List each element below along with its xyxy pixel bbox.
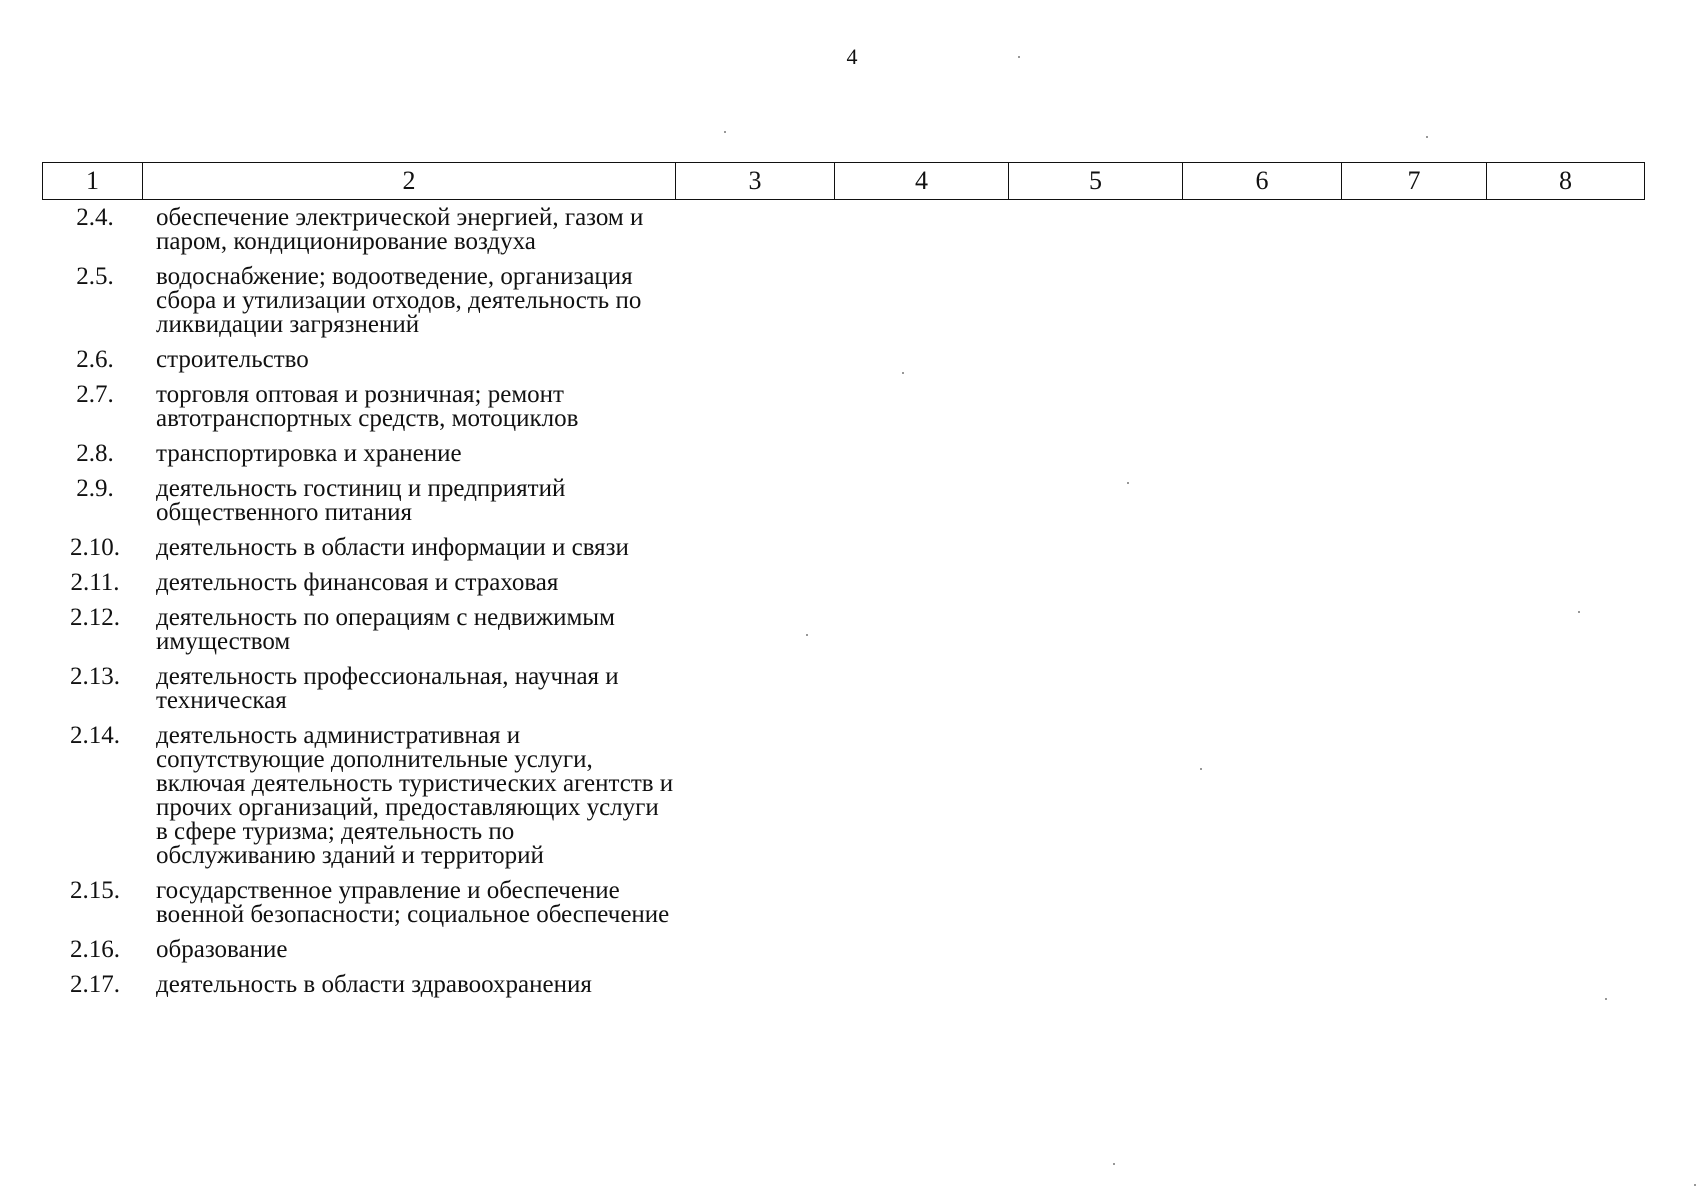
item-number: 2.12. [70, 604, 120, 631]
list-item [0, 879, 1704, 927]
list-item [0, 973, 1704, 997]
item-label: строительство [156, 346, 309, 373]
scan-speck [1694, 1184, 1696, 1186]
header-cell-3: 3 [676, 163, 835, 200]
list-item [0, 265, 1704, 337]
item-label: государственное управление и обеспечение военной безопасности; социальное обеспечение [156, 877, 670, 928]
list-item [0, 206, 1704, 254]
item-number: 2.5. [76, 263, 114, 290]
item-label: деятельность профессиональная, научная и техническая [156, 663, 619, 714]
list-item [0, 571, 1704, 595]
header-cell-7: 7 [1342, 163, 1487, 200]
item-number: 2.17. [70, 971, 120, 998]
scan-speck [1426, 136, 1428, 138]
item-label: образование [156, 936, 288, 963]
list-item [0, 383, 1704, 431]
item-number: 2.7. [76, 381, 114, 408]
header-cell-4: 4 [835, 163, 1009, 200]
item-label: деятельность гостиниц и предприятий общественного питания [156, 475, 566, 526]
header-cell-1: 1 [43, 163, 143, 200]
column-header-table [42, 162, 1645, 200]
item-number: 2.4. [76, 204, 114, 231]
header-cell-2: 2 [143, 163, 676, 200]
item-number: 2.10. [70, 534, 120, 561]
item-number: 2.9. [76, 475, 114, 502]
item-number: 2.8. [76, 440, 114, 467]
list-item [0, 477, 1704, 525]
item-label: деятельность финансовая и страховая [156, 569, 559, 596]
scan-speck [724, 131, 726, 133]
list-item [0, 536, 1704, 560]
list-item [0, 938, 1704, 962]
item-label: деятельность административная и сопутствующие дополнительные услуги, включая деятельность туристических агентств и прочих организаций, предоставляющих услуги в сфере туризма; деятельность по обслуживанию зданий и территорий [156, 722, 674, 869]
item-label: транспортировка и хранение [156, 440, 462, 467]
item-label: торговля оптовая и розничная; ремонт автотранспортных средств, мотоциклов [156, 381, 579, 432]
scan-speck [1018, 56, 1020, 58]
activity-list [0, 206, 1704, 1008]
item-number: 2.14. [70, 722, 120, 749]
list-item [0, 348, 1704, 372]
item-label: деятельность в области здравоохранения [156, 971, 592, 998]
header-cell-6: 6 [1183, 163, 1342, 200]
list-item [0, 665, 1704, 713]
item-number: 2.11. [70, 569, 120, 596]
scan-speck [806, 634, 808, 636]
item-number: 2.6. [76, 346, 114, 373]
list-item [0, 724, 1704, 868]
list-item [0, 442, 1704, 466]
scan-speck [902, 372, 904, 374]
header-cell-8: 8 [1487, 163, 1645, 200]
scan-speck [1605, 998, 1607, 1000]
header-row [43, 163, 1645, 200]
item-number: 2.13. [70, 663, 120, 690]
scan-speck [1113, 1163, 1115, 1165]
item-label: обеспечение электрической энергией, газом и паром, кондиционирование воздуха [156, 204, 644, 255]
page-number: 4 [846, 44, 858, 69]
item-label: деятельность по операциям с недвижимым имуществом [156, 604, 615, 655]
scan-speck [1200, 768, 1202, 770]
scan-speck [1578, 611, 1580, 613]
item-number: 2.16. [70, 936, 120, 963]
header-cell-5: 5 [1009, 163, 1183, 200]
list-item [0, 606, 1704, 654]
item-label: деятельность в области информации и связи [156, 534, 629, 561]
item-label: водоснабжение; водоотведение, организация сбора и утилизации отходов, деятельность по ликвидации загрязнений [156, 263, 642, 338]
item-number: 2.15. [70, 877, 120, 904]
scan-speck [1127, 482, 1129, 484]
